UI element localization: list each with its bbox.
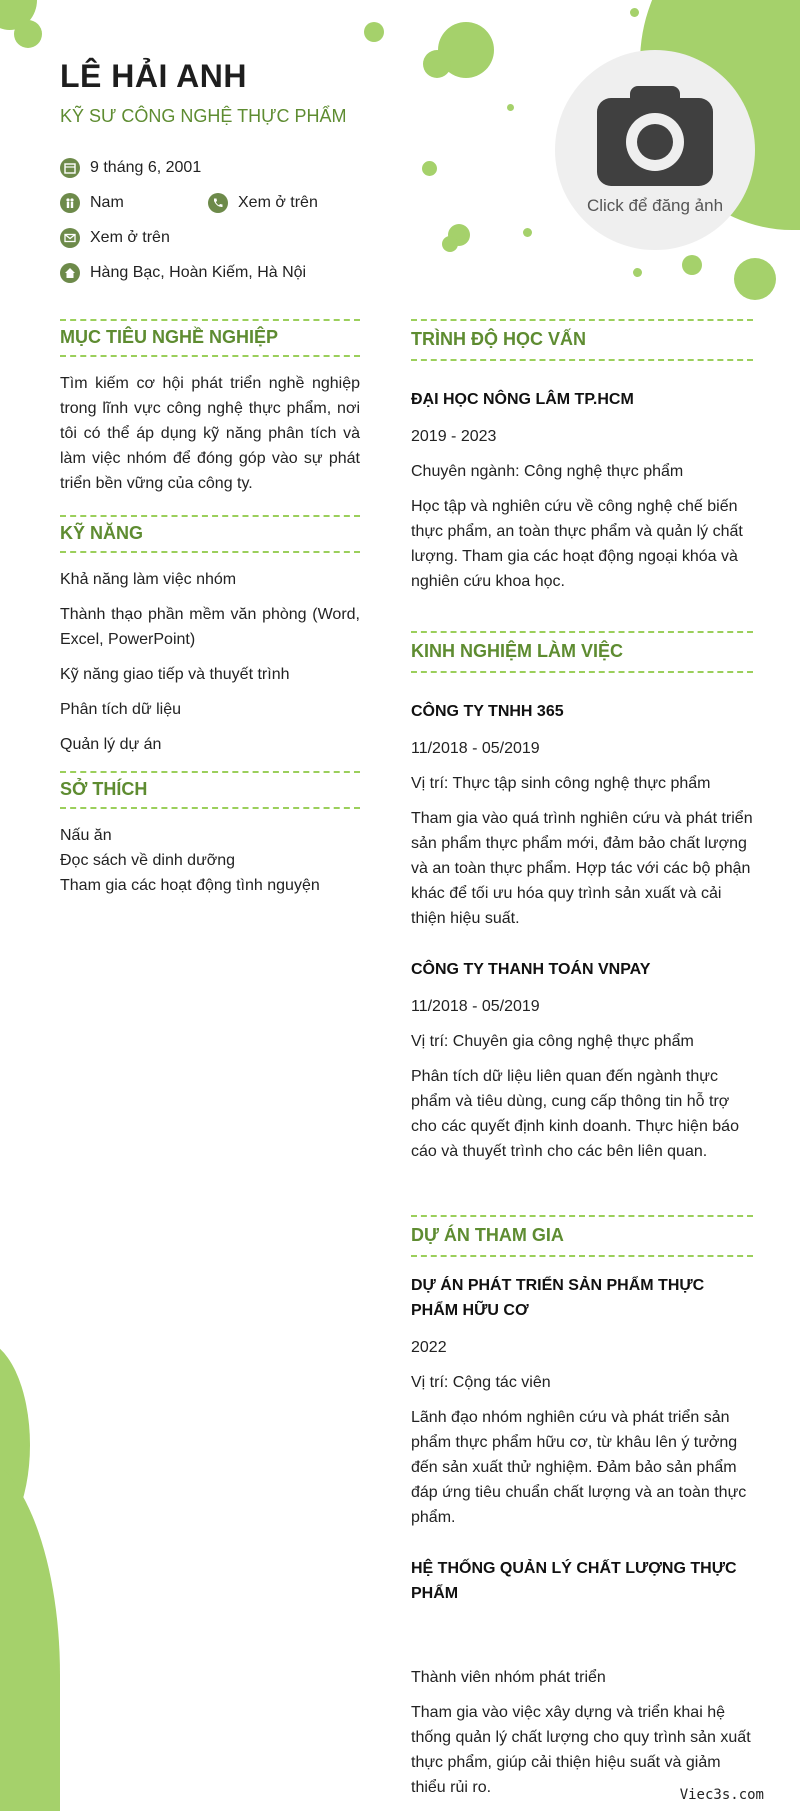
- candidate-name: LÊ HẢI ANH: [60, 58, 247, 94]
- decor-blob: [507, 104, 514, 111]
- skill-item: Phân tích dữ liệu: [60, 701, 182, 718]
- address-text: Hàng Bạc, Hoàn Kiếm, Hà Nội: [90, 264, 307, 281]
- contact-email: [60, 228, 170, 248]
- skill-item: Thành thạo phần mềm văn phòng (Word, Excel, PowerPoint): [60, 606, 360, 648]
- education-heading: TRÌNH ĐỘ HỌC VẤN: [411, 319, 753, 361]
- experience-entry: [411, 699, 753, 931]
- entry-role: Thành viên nhóm phát triển: [411, 1669, 606, 1686]
- entry-period: 11/2018 - 05/2019: [411, 740, 540, 757]
- contact-birthday: [60, 158, 201, 178]
- project-entry: [411, 1556, 753, 1800]
- decor-blob: [682, 255, 702, 275]
- entry-desc: Phân tích dữ liệu liên quan đến ngành thực phẩm và tiêu dùng, cung cấp thông tin hỗ trợ cho các quyết định kinh doanh. Thực hiện báo cáo và thuyết trình cho các bên liên quan.: [411, 1068, 739, 1160]
- entry-desc: Lãnh đạo nhóm nghiên cứu và phát triển sản phẩm thực phẩm hữu cơ, từ khâu lên ý tưởng đến sản xuất thử nghiệm. Đảm bảo sản phẩm đáp ứng tiêu chuẩn chất lượng và an toàn thực phẩm.: [411, 1409, 747, 1526]
- skill-item: Khả năng làm việc nhóm: [60, 571, 237, 588]
- objective-heading: MỤC TIÊU NGHỀ NGHIỆP: [60, 319, 360, 357]
- photo-upload[interactable]: [555, 50, 755, 250]
- decor-blob: [442, 236, 458, 252]
- experience-entry: [411, 957, 753, 1164]
- gender-icon: [60, 193, 80, 213]
- entry-role: Vị trí: Cộng tác viên: [411, 1374, 551, 1391]
- entry-period: 2022: [411, 1339, 447, 1356]
- decor-blob: [423, 50, 451, 78]
- entry-org: DỰ ÁN PHÁT TRIỂN SẢN PHẨM THỰC PHẨM HỮU CƠ: [411, 1277, 705, 1319]
- decor-blob: [630, 8, 639, 17]
- experience-section: [411, 631, 753, 1164]
- entry-period: 2019 - 2023: [411, 428, 497, 445]
- project-entry: [411, 1273, 753, 1530]
- home-icon: [60, 263, 80, 283]
- entry-desc: Học tập và nghiên cứu về công nghệ chế biến thực phẩm, an toàn thực phẩm và quản lý chất lượng. Tham gia các hoạt động ngoại khóa và nghiên cứu khoa học.: [411, 498, 743, 590]
- contact-gender: [60, 193, 124, 213]
- objective-text: Tìm kiếm cơ hội phát triển nghề nghiệp trong lĩnh vực công nghệ thực phẩm, nơi tôi có thể áp dụng kỹ năng phân tích và làm việc nhóm để đóng góp vào sự phát triển bền vững của công ty.: [60, 375, 360, 492]
- education-section: [411, 319, 753, 594]
- gender-text: Nam: [90, 194, 124, 211]
- camera-icon: [595, 84, 715, 188]
- decor-blob: [633, 268, 642, 277]
- contact-phone: [208, 193, 318, 213]
- decor-blob: [734, 258, 776, 300]
- decor-blob: [0, 1450, 60, 1811]
- projects-heading: DỰ ÁN THAM GIA: [411, 1215, 753, 1257]
- entry-org: ĐẠI HỌC NÔNG LÂM TP.HCM: [411, 391, 634, 408]
- phone-text: Xem ở trên: [238, 194, 318, 211]
- skills-heading: KỸ NĂNG: [60, 515, 360, 553]
- entry-org: CÔNG TY THANH TOÁN VNPAY: [411, 961, 651, 978]
- entry-role: Vị trí: Chuyên gia công nghệ thực phẩm: [411, 1033, 694, 1050]
- entry-period: [411, 1618, 753, 1655]
- hobby-item: Đọc sách về dinh dưỡng: [60, 852, 236, 869]
- phone-icon: [208, 193, 228, 213]
- calendar-icon: [60, 158, 80, 178]
- objective-section: [60, 319, 360, 496]
- skill-item: Quản lý dự án: [60, 736, 162, 753]
- birthday-text: 9 tháng 6, 2001: [90, 159, 202, 176]
- photo-upload-label: Click để đăng ảnh: [586, 196, 724, 215]
- experience-heading: KINH NGHIỆM LÀM VIỆC: [411, 631, 753, 673]
- decor-blob: [364, 22, 384, 42]
- education-entry: [411, 387, 753, 594]
- skills-section: [60, 515, 360, 757]
- hobbies-section: [60, 771, 360, 898]
- projects-section: [411, 1215, 753, 1800]
- entry-role: Vị trí: Thực tập sinh công nghệ thực phẩm: [411, 775, 711, 792]
- candidate-title: KỸ SƯ CÔNG NGHỆ THỰC PHẨM: [60, 106, 347, 126]
- mail-icon: [60, 228, 80, 248]
- contact-address: [60, 263, 306, 283]
- decor-blob: [422, 161, 437, 176]
- entry-org: HỆ THỐNG QUẢN LÝ CHẤT LƯỢNG THỰC PHẨM: [411, 1560, 737, 1602]
- hobby-item: Nấu ăn: [60, 827, 112, 844]
- watermark: Viec3s.com: [679, 1787, 764, 1803]
- entry-desc: Tham gia vào quá trình nghiên cứu và phát triển sản phẩm thực phẩm mới, đảm bảo chất lượng và an toàn thực phẩm. Hợp tác với các bộ phận khác để tối ưu hóa quy trình sản xuất và cải thiện hiệu suất.: [411, 810, 753, 927]
- decor-blob: [14, 20, 42, 48]
- hobbies-heading: SỞ THÍCH: [60, 771, 360, 809]
- hobby-item: Tham gia các hoạt động tình nguyện: [60, 877, 320, 894]
- skill-item: Kỹ năng giao tiếp và thuyết trình: [60, 666, 290, 683]
- email-text: Xem ở trên: [90, 229, 170, 246]
- entry-org: CÔNG TY TNHH 365: [411, 703, 564, 720]
- entry-period: 11/2018 - 05/2019: [411, 998, 540, 1015]
- decor-blob: [523, 228, 532, 237]
- entry-desc: Tham gia vào việc xây dựng và triển khai hệ thống quản lý chất lượng cho quy trình sản xuất thực phẩm, giúp cải thiện hiệu suất và giảm thiểu rủi ro.: [411, 1704, 751, 1796]
- entry-role: Chuyên ngành: Công nghệ thực phẩm: [411, 463, 684, 480]
